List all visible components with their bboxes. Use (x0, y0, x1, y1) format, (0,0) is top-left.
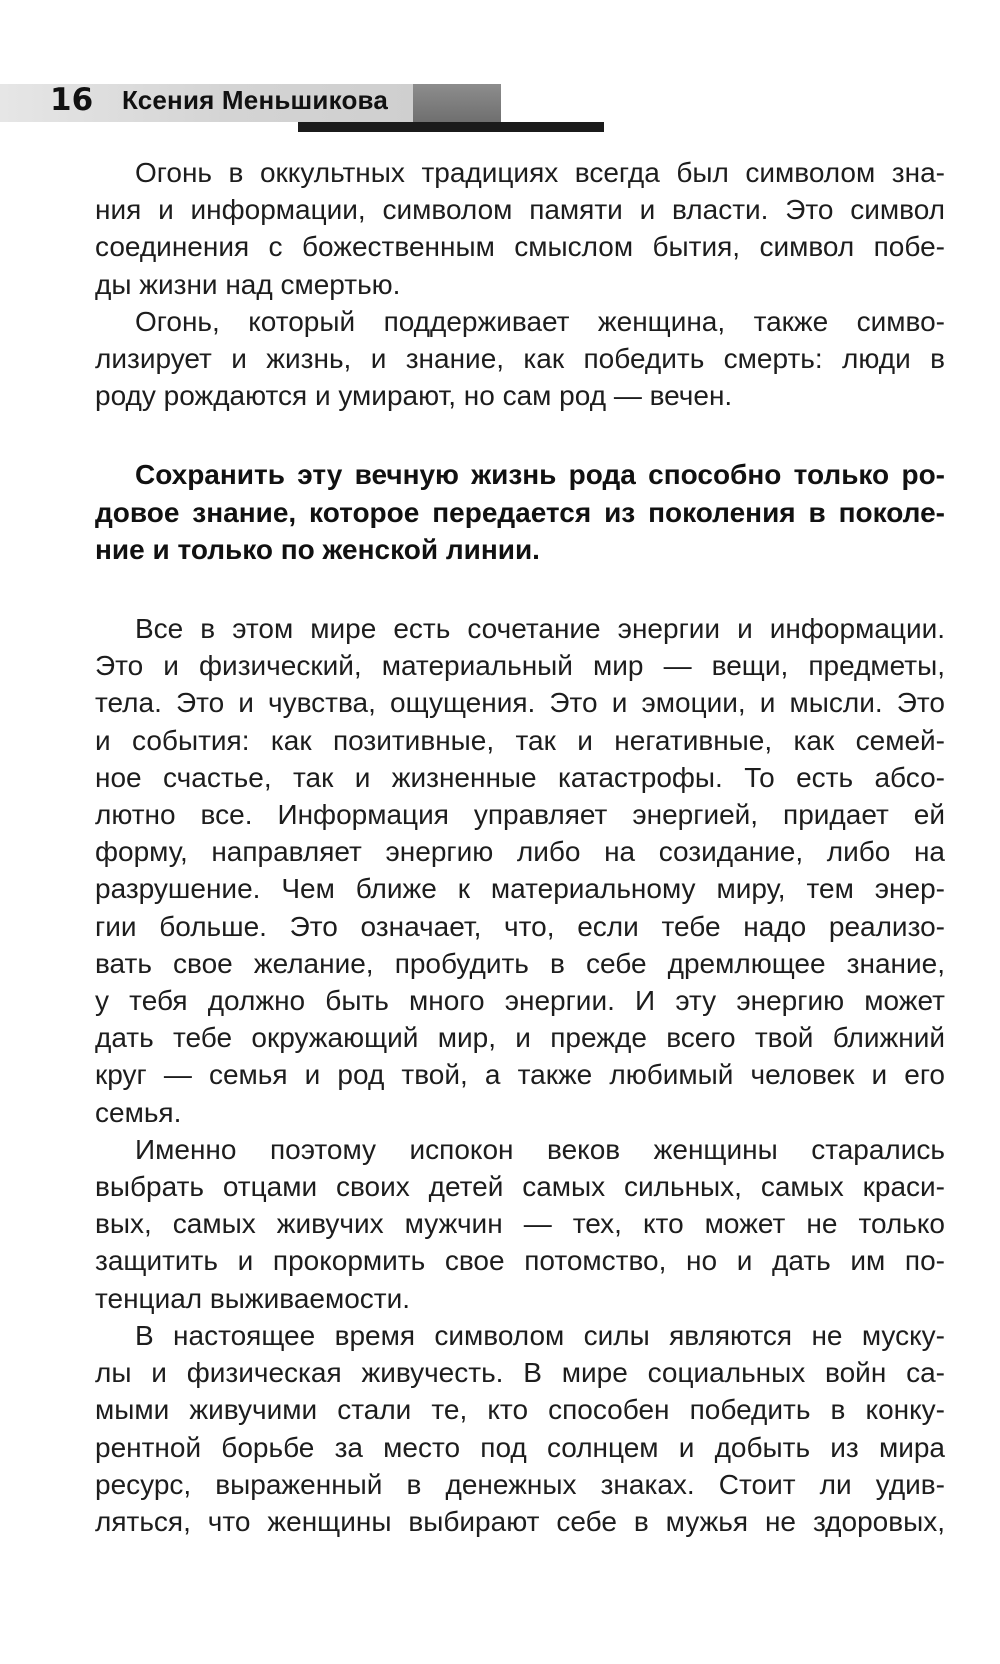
text-line: форму, направляет энергию либо на созидание, либо на (95, 836, 945, 868)
text-line: В настоящее время символом силы являются не муску- (135, 1319, 945, 1351)
text-line: тенциал выживаемости. (95, 1282, 411, 1314)
text-line: Это и физический, материальный мир — вещи, предметы, (95, 650, 945, 682)
running-header (0, 78, 1000, 134)
running-title: Ксения Меньшикова (122, 85, 389, 115)
text-line: лютно все. Информация управляет энергией, придает ей (95, 799, 945, 831)
text-line: разрушение. Чем ближе к материальному миру, тем энер- (95, 873, 945, 905)
text-line: Огонь, который поддерживает женщина, также симво- (135, 305, 945, 337)
text-line: ды жизни над смертью. (95, 268, 401, 300)
text-line: роду рождаются и умирают, но сам род — вечен. (95, 380, 733, 412)
text-line: Все в этом мире есть сочетание энергии и информации. (135, 613, 945, 645)
text-line: и события: как позитивные, так и негативные, как семей- (95, 724, 945, 756)
paragraph-gap (95, 414, 945, 456)
header-dark-block (413, 84, 501, 122)
text-line: ресурс, выраженный в денежных знаках. Стоит ли удив- (95, 1468, 945, 1500)
text-line: ное счастье, так и жизненные катастрофы. То есть абсо- (95, 761, 945, 793)
highlight-line: довое знание, которое передается из поколения в поколе- (95, 496, 945, 528)
paragraph-gap (95, 568, 945, 610)
text-line: ния и информации, символом памяти и власти. Это символ (95, 194, 945, 226)
highlight-line: ние и только по женской линии. (95, 533, 540, 565)
text-line: у тебя должно быть много энергии. И эту энергию может (95, 985, 945, 1017)
text-line: соединения с божественным смыслом бытия, символ побе- (95, 231, 945, 263)
page-number: 16 (50, 82, 94, 118)
text-line: мыми живучими стали те, кто способен победить в конку- (95, 1394, 945, 1426)
text-line: лизирует и жизнь, и знание, как победить смерть: люди в (95, 343, 945, 375)
text-line: выбрать отцами своих детей самых сильных, самых краси- (95, 1171, 945, 1203)
highlight-line: Сохранить эту вечную жизнь рода способно только ро- (135, 459, 945, 491)
text-line: Огонь в оккультных традициях всегда был символом зна- (135, 157, 945, 188)
text-line: лы и физическая живучесть. В мире социальных войн са- (95, 1357, 945, 1389)
body-text (95, 154, 945, 1540)
text-line: дать тебе окружающий мир, и прежде всего твой ближний (95, 1022, 945, 1054)
text-line: гии больше. Это означает, что, если тебе надо реализо- (95, 910, 945, 942)
text-line: круг — семья и род твой, а также любимый человек и его (95, 1059, 945, 1091)
text-line: семья. (95, 1096, 182, 1128)
text-line: вать свое желание, пробудить в себе дремлющее знание, (95, 947, 945, 979)
text-line: тела. Это и чувства, ощущения. Это и эмоции, и мысли. Это (95, 687, 945, 719)
text-line: рентной борьбе за место под солнцем и добыть из мира (95, 1431, 945, 1463)
text-line: Именно поэтому испокон веков женщины старались (135, 1133, 945, 1165)
text-line: вых, самых живучих мужчин — тех, кто может не только (95, 1208, 945, 1240)
text-line: ляться, что женщины выбирают себе в мужья не здоровых, (95, 1505, 945, 1537)
text-line: защитить и прокормить свое потомство, но и дать им по- (95, 1245, 945, 1277)
header-rule (298, 122, 604, 132)
